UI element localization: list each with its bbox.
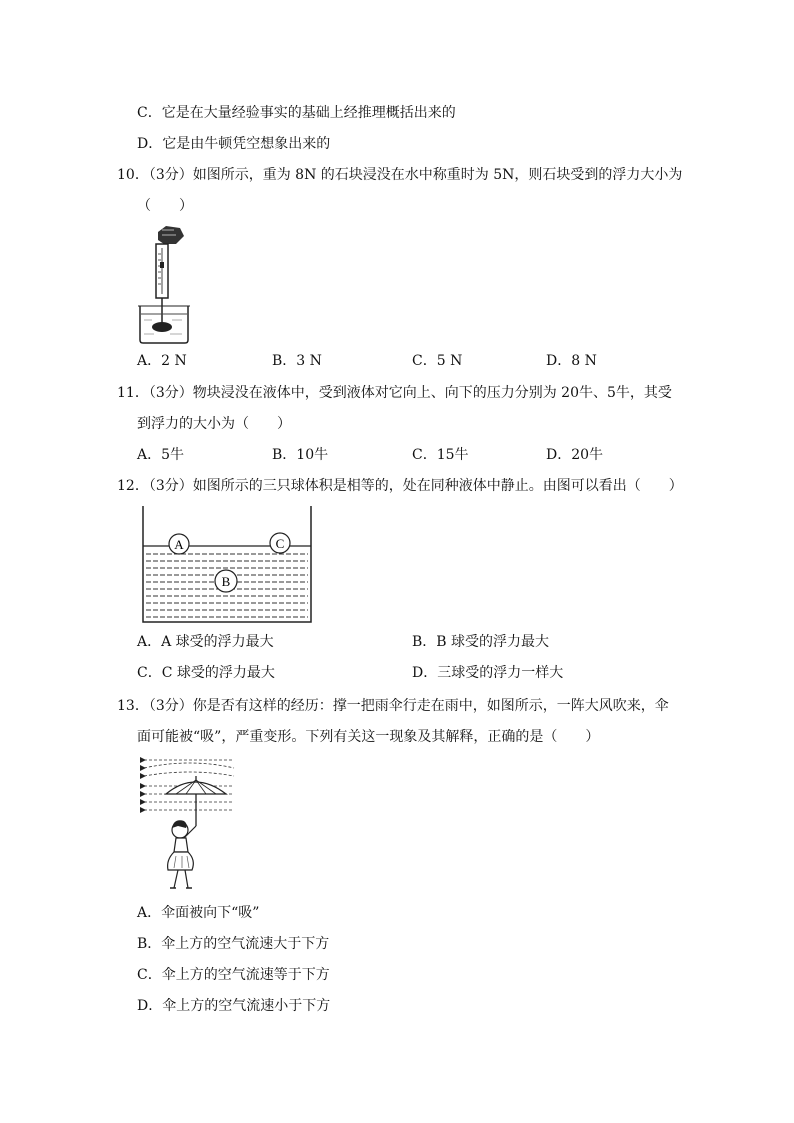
three-balls-container-figure xyxy=(140,506,314,624)
q10-option-d: D．8 N xyxy=(546,353,597,369)
q11-stem-line2: 到浮力的大小为（ ） xyxy=(137,416,291,432)
q10-option-a: A．2 N xyxy=(137,353,187,369)
q11-option-d: D．20牛 xyxy=(546,447,604,463)
q12-option-d: D．三球受的浮力一样大 xyxy=(412,665,564,681)
q11-option-c: C．15牛 xyxy=(412,447,469,463)
q9-option-d: D．它是由牛顿凭空想象出来的 xyxy=(137,136,331,152)
q13-stem-line2: 面可能被“吸”，严重变形。下列有关这一现象及其解释，正确的是（ ） xyxy=(137,729,600,745)
q12-stem-line1: 12．（3分）如图所示的三只球体积是相等的，处在同种液体中静止。由图可以看出（ ） xyxy=(117,478,683,494)
q13-option-c: C．伞上方的空气流速等于下方 xyxy=(137,967,330,983)
q13-option-d: D．伞上方的空气流速小于下方 xyxy=(137,998,331,1014)
q13-option-b: B．伞上方的空气流速大于下方 xyxy=(137,936,330,952)
q10-stem-line1: 10．（3分）如图所示，重为 8N 的石块浸没在水中称重时为 5N，则石块受到的浮力大小为 xyxy=(117,167,683,183)
ball-c-label: C xyxy=(275,536,285,551)
q10-option-c: C．5 N xyxy=(412,353,463,369)
q10-option-b: B．3 N xyxy=(272,353,322,369)
umbrella-wind-figure xyxy=(140,754,240,892)
q11-option-a: A．5牛 xyxy=(137,447,185,463)
q12-option-b: B．B 球受的浮力最大 xyxy=(412,634,550,650)
ball-a-label: A xyxy=(174,537,184,552)
ball-b-label: B xyxy=(221,574,231,589)
q12-option-c: C．C 球受的浮力最大 xyxy=(137,665,275,681)
q9-option-c: C．它是在大量经验事实的基础上经推理概括出来的 xyxy=(137,105,456,121)
q11-option-b: B．10牛 xyxy=(272,447,329,463)
spring-scale-beaker-figure xyxy=(136,222,196,346)
q10-stem-line2: （ ） xyxy=(137,198,193,214)
q13-stem-line1: 13．（3分）你是否有这样的经历：撑一把雨伞行走在雨中，如图所示，一阵大风吹来，伞 xyxy=(117,698,669,714)
q13-option-a: A．伞面被向下“吸” xyxy=(137,905,260,921)
q12-option-a: A．A 球受的浮力最大 xyxy=(137,634,274,650)
q11-stem-line1: 11．（3分）物块浸没在液体中，受到液体对它向上、向下的压力分别为 20牛、5牛，其受 xyxy=(117,385,672,401)
